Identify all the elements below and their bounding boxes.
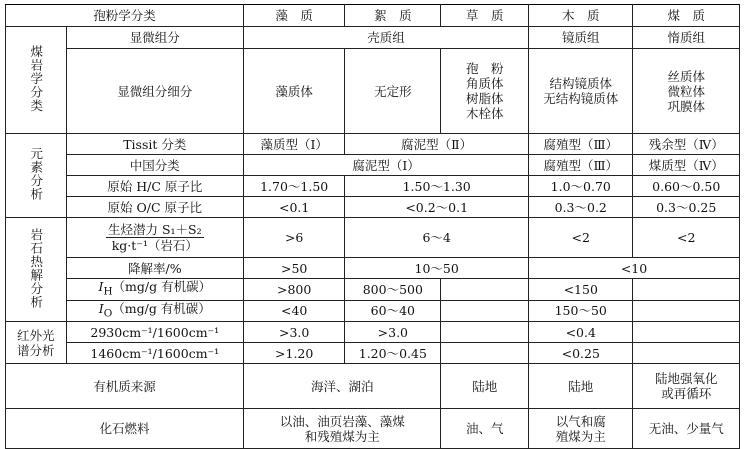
oc-amorphous-herbaceous: <0.2～0.1 (345, 197, 529, 218)
china-type-IV: 煤质型（Ⅳ） (633, 155, 740, 176)
generation-potential-label (66, 218, 244, 258)
ir-2930-algal: >3.0 (244, 322, 345, 343)
tissot-label: Tissit 分类 (66, 134, 244, 155)
generation-potential-fraction (106, 222, 204, 253)
ir-1460-woody: <0.25 (529, 343, 633, 364)
china-classification-row (6, 155, 740, 176)
degradation-row (6, 258, 740, 279)
ir-2930-woody: <0.4 (529, 322, 633, 343)
alginite-cell: 藻质体 (244, 49, 345, 134)
hydrogen-index-subscript: H (103, 285, 113, 298)
io-coaly-empty (633, 300, 740, 322)
oc-woody: 0.3～0.2 (529, 197, 633, 218)
tissot-type-IV: 残余型（Ⅳ） (633, 134, 740, 155)
vitrinite-macerals-cell (529, 49, 633, 134)
io-woody: 150～50 (529, 300, 633, 322)
fossil-mid-line: 和残殖煤为主 (304, 428, 380, 444)
maceral-subdivision-row (6, 49, 740, 134)
ih-herbaceous-empty (441, 279, 529, 301)
inertinite-cell: 惰质组 (633, 27, 740, 49)
ir-ratio-1460-label: 1460cm⁻¹/1600cm⁻¹ (66, 343, 244, 364)
inertinite-maceral-item: 丝质体 (667, 68, 705, 84)
maceral-group-row (6, 27, 740, 49)
hydrogen-index-symbol: I (98, 279, 104, 294)
hydrogen-index-unit: （mg/g 有机碳） (112, 279, 212, 294)
source-coaly-line: 陆地强氧化 (654, 371, 718, 386)
petrology-group-label: 煤岩学分类 (28, 44, 44, 113)
generation-potential-denominator: kg·t⁻¹（岩石） (111, 238, 198, 253)
inertinite-maceral-item: 微粒体 (667, 83, 705, 99)
maceral-subdivision-label: 显微组分细分 (66, 49, 244, 134)
oxygen-index-symbol: I (98, 300, 104, 316)
degradation-algal: >50 (244, 258, 345, 279)
hydrogen-index-row (6, 279, 740, 301)
ih-amorphous: 800～500 (345, 279, 441, 301)
io-herbaceous-empty (441, 300, 529, 322)
hc-woody: 1.0～0.70 (529, 176, 633, 197)
hydrogen-index-label (66, 279, 244, 301)
ih-woody: <150 (529, 279, 633, 301)
organic-source-row (6, 364, 740, 409)
source-marine: 海洋、湖泊 (244, 364, 441, 409)
ir-ratio-2930-label: 2930cm⁻¹/1600cm⁻¹ (66, 322, 244, 343)
hc-algal: 1.70～1.50 (244, 176, 345, 197)
pyrolysis-group-cell (6, 218, 67, 322)
tissot-type-I: 藻质型（Ⅰ） (244, 134, 345, 155)
herbaceous-macerals-cell (441, 49, 529, 134)
fossil-coaly: 无油、少量气 (633, 409, 740, 449)
source-coaly (633, 364, 740, 409)
degradation-amorphous-herbaceous: 10～50 (345, 258, 529, 279)
pyrolysis-group-label: 岩石热解分析 (28, 227, 44, 309)
elemental-group-label: 元素分析 (28, 147, 44, 201)
inertinite-macerals-cell (633, 49, 740, 134)
fossil-mid-line: 以油、油页岩藻、藻煤 (279, 413, 405, 429)
hc-ratio-row (6, 176, 740, 197)
china-type-III: 腐殖型（Ⅲ） (529, 155, 633, 176)
fossil-herbaceous: 油、气 (441, 409, 529, 449)
hc-ratio-label: 原始 H/C 原子比 (66, 176, 244, 197)
header-algal: 藻 质 (244, 5, 345, 27)
hc-coaly: 0.60～0.50 (633, 176, 740, 197)
herbaceous-maceral-item: 木栓体 (465, 106, 504, 121)
source-woody: 陆地 (529, 364, 633, 409)
ir-ratio-1460-row (6, 343, 740, 364)
generation-potential-numerator: 生烃潜力 S₁＋S₂ (107, 222, 202, 237)
kerogen-classification-table (5, 4, 740, 449)
fossil-woody-line: 以气和腐 (555, 413, 606, 429)
oxygen-index-row (6, 300, 740, 322)
potential-amorphous-herbaceous: 6～4 (345, 218, 529, 258)
oc-ratio-label: 原始 O/C 原子比 (66, 197, 244, 218)
source-coaly-line: 或再循环 (661, 386, 712, 401)
petrology-group-cell (6, 27, 67, 134)
degradation-woody-coaly: <10 (529, 258, 740, 279)
source-herbaceous: 陆地 (441, 364, 529, 409)
vitrinite-maceral-item: 无结构镜质体 (543, 91, 619, 106)
infrared-group-label-wrap (8, 328, 64, 358)
header-row (6, 5, 740, 27)
oc-ratio-row (6, 197, 740, 218)
header-woody: 木 质 (529, 5, 633, 27)
fossil-woody-line: 殖煤为主 (555, 428, 606, 444)
generation-potential-row (6, 218, 740, 258)
header-herbaceous: 草 质 (441, 5, 529, 27)
vitrinite-maceral-item: 结构镜质体 (549, 76, 612, 91)
hc-amorphous-herbaceous: 1.50～1.30 (345, 176, 529, 197)
tissot-type-III: 腐殖型（Ⅲ） (529, 134, 633, 155)
exinite-cell: 壳质组 (244, 27, 529, 49)
ir-1460-herbaceous-empty (441, 343, 529, 364)
oc-coaly: 0.3～0.25 (633, 197, 740, 218)
infrared-group-cell (6, 322, 67, 364)
ih-coaly-empty (633, 279, 740, 301)
herbaceous-maceral-item: 角质体 (465, 76, 504, 91)
io-amorphous: 60～40 (345, 300, 441, 322)
potential-coaly: <2 (633, 218, 740, 258)
oxygen-index-subscript: O (103, 307, 113, 319)
infrared-group-label: 红外光谱分析 (17, 327, 55, 358)
maceral-group-label: 显微组分 (66, 27, 244, 49)
china-type-I: 腐泥型（Ⅰ） (244, 155, 529, 176)
header-amorphous: 絮 质 (345, 5, 441, 27)
io-algal: <40 (244, 300, 345, 322)
inertinite-maceral-item: 巩膜体 (667, 98, 705, 114)
vitrinite-cell: 镜质组 (529, 27, 633, 49)
oc-algal: <0.1 (244, 197, 345, 218)
organic-source-label: 有机质来源 (6, 364, 244, 409)
header-palynology-classification: 孢粉学分类 (6, 5, 244, 27)
elemental-group-cell (6, 134, 67, 218)
potential-woody: <2 (529, 218, 633, 258)
potential-algal: >6 (244, 218, 345, 258)
tissot-type-II: 腐泥型（Ⅱ） (345, 134, 529, 155)
herbaceous-maceral-item: 树脂体 (465, 91, 504, 106)
herbaceous-maceral-item: 孢 粉 (465, 61, 504, 76)
ir-1460-amorphous: 1.20～0.45 (345, 343, 441, 364)
ir-1460-algal: >1.20 (244, 343, 345, 364)
oxygen-index-label (66, 300, 244, 322)
degradation-label: 降解率/% (66, 258, 244, 279)
ih-algal: >800 (244, 279, 345, 301)
ir-1460-coaly-empty (633, 343, 740, 364)
oxygen-index-unit: （mg/g 有机碳） (112, 300, 211, 316)
amorphinite-cell: 无定形 (345, 49, 441, 134)
ir-2930-amorphous: >3.0 (345, 322, 441, 343)
header-coaly: 煤 质 (633, 5, 740, 27)
tissot-row (6, 134, 740, 155)
china-classification-label: 中国分类 (66, 155, 244, 176)
fossil-fuel-label: 化石燃料 (6, 409, 244, 449)
ir-2930-coaly-empty (633, 322, 740, 343)
ir-ratio-2930-row (6, 322, 740, 343)
ir-2930-herbaceous-empty (441, 322, 529, 343)
